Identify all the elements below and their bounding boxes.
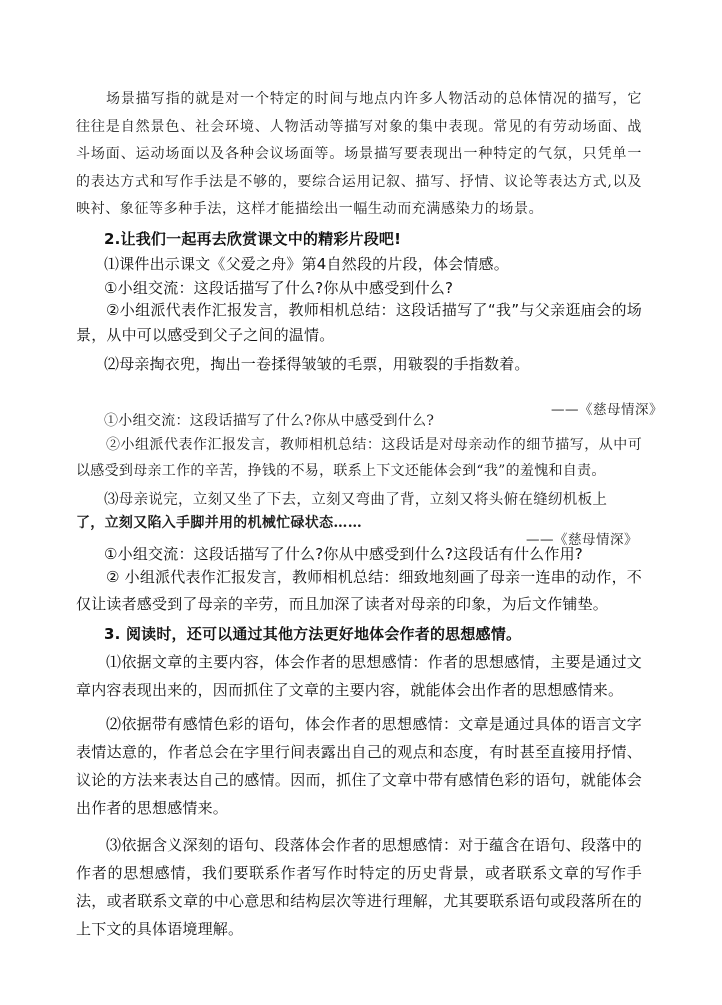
section-3-paragraph-2: ⑵依据带有感情色彩的语句，体会作者的思想感情：文章是通过具体的语言文字表情达意的，作者总会在字里行间表露出自己的观点和态度，有时甚至直接用抒情、议论的方法来表达自己的感情。因而，抓住了文章中带有感情色彩的语句，就能体会出作者的思想感情来。 <box>76 715 642 817</box>
section-3-paragraph-3: ⑶依据含义深刻的语句、段落体会作者的思想感情：对于蕴含在语句、段落中的作者的思想感情，我们要联系作者写作时特定的历史背景，或者联系文章的写作手法，或者联系文章的中心意思和结构层次等进行理解，尤其要联系语句或段落所在的上下文的具体语境理解。 <box>76 836 642 938</box>
item-3-step-1: ①小组交流：这段话描写了什么?你从中感受到什么?这段话有什么作用? <box>104 545 583 563</box>
item-2-quote: ⑵母亲掏衣兜，掏出一卷揉得皱皱的毛票，用皲裂的手指数着。 <box>104 355 530 373</box>
item-2-step-2: ②小组派代表作汇报发言，教师相机总结：这段话是对母亲动作的细节描写，从中可以感受到母亲工作的辛苦，挣钱的不易，联系上下文还能体会到“我”的羞愧和自责。 <box>76 437 642 479</box>
item-1-step-2: ②小组派代表作汇报发言，教师相机总结：这段话描写了“我”与父亲逛庙会的场景，从中可以感受到父子之间的温情。 <box>76 301 642 344</box>
item-3-quote-line-1: ⑶母亲说完，立刻又坐了下去，立刻又弯曲了背，立刻又将头俯在缝纫机板上 <box>104 492 608 508</box>
item-1-intro: ⑴课件出示课文《父爱之舟》第4自然段的片段，体会情感。 <box>104 255 509 273</box>
item-2-source: ——《慈母情深》 <box>551 401 663 418</box>
item-3-quote-line-2: 了，立刻又陷入手脚并用的机械忙碌状态…… <box>76 515 362 531</box>
item-3-source: ——《慈母情深》 <box>526 531 638 548</box>
item-2-step-1: ①小组交流：这段话描写了什么?你从中感受到什么? <box>104 413 435 429</box>
item-1-step-1: ①小组交流：这段话描写了什么?你从中感受到什么? <box>104 279 454 297</box>
section-3-heading: 3. 阅读时，还可以通过其他方法更好地体会作者的思想感情。 <box>104 625 522 643</box>
intro-paragraph: 场景描写指的就是对一个特定的时间与地点内许多人物活动的总体情况的描写，它往往是自然景色、社会环境、人物活动等描写对象的集中表现。常见的有劳动场面、战斗场面、运动场面以及各种会议场面等。场景描写要表现出一种特定的气氛，只凭单一的表达方式和写作手法是不够的，要综合运用记叙、描写、抒情、议论等表达方式,以及映衬、象征等多种手法，这样才能描绘出一幅生动而充满感染力的场景。 <box>76 91 642 217</box>
item-3-step-2: ② 小组派代表作汇报发言，教师相机总结：细致地刻画了母亲一连串的动作，不仅让读者感受到了母亲的辛劳，而且加深了读者对母亲的印象，为后文作铺垫。 <box>76 568 642 613</box>
section-2-heading: 2.让我们一起再去欣赏课文中的精彩片段吧! <box>104 230 402 248</box>
section-3-paragraph-1: ⑴依据文章的主要内容，体会作者的思想感情：作者的思想感情，主要是通过文章内容表现出来的，因而抓住了文章的主要内容，就能体会出作者的思想感情来。 <box>76 653 642 699</box>
